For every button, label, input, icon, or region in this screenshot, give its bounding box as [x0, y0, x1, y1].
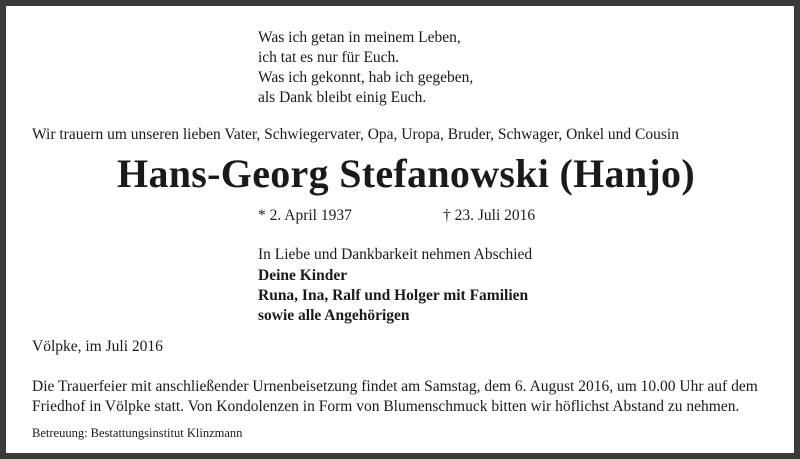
- mourner-line: Runa, Ina, Ralf und Holger mit Familien: [258, 287, 529, 304]
- place-date: Völpke, im Juli 2016: [32, 338, 163, 355]
- service-text: Die Trauerfeier mit anschließender Urnenbeisetzung findet am Samstag, dem 6. August 2016, um 10.00 Uhr auf dem: [32, 378, 758, 395]
- intro-text: Wir trauern um unseren lieben Vater, Schwiegervater, Opa, Uropa, Bruder, Schwager, Onkel und Cousin: [32, 126, 679, 143]
- farewell-line: In Liebe und Dankbarkeit nehmen Abschied: [258, 246, 533, 263]
- poem-line: Was ich getan in meinem Leben,: [258, 29, 461, 46]
- death-date: † 23. Juli 2016: [443, 207, 536, 224]
- birth-date: * 2. April 1937: [258, 207, 352, 224]
- poem-line: ich tat es nur für Euch.: [258, 49, 400, 66]
- service-text: Friedhof in Völpke statt. Von Kondolenzen in Form von Blumenschmuck bitten wir höflichst Abstand zu nehmen.: [32, 398, 740, 415]
- poem-line: Was ich gekonnt, hab ich gegeben,: [258, 69, 474, 86]
- deceased-name: Hans-Georg Stefanowski (Hanjo): [117, 151, 695, 196]
- mourner-line: sowie alle Angehörigen: [258, 307, 410, 324]
- funeral-home: Betreuung: Bestattungsinstitut Klinzmann: [32, 426, 243, 440]
- poem-line: als Dank bleibt einig Euch.: [258, 89, 427, 106]
- mourner-line: Deine Kinder: [258, 267, 348, 284]
